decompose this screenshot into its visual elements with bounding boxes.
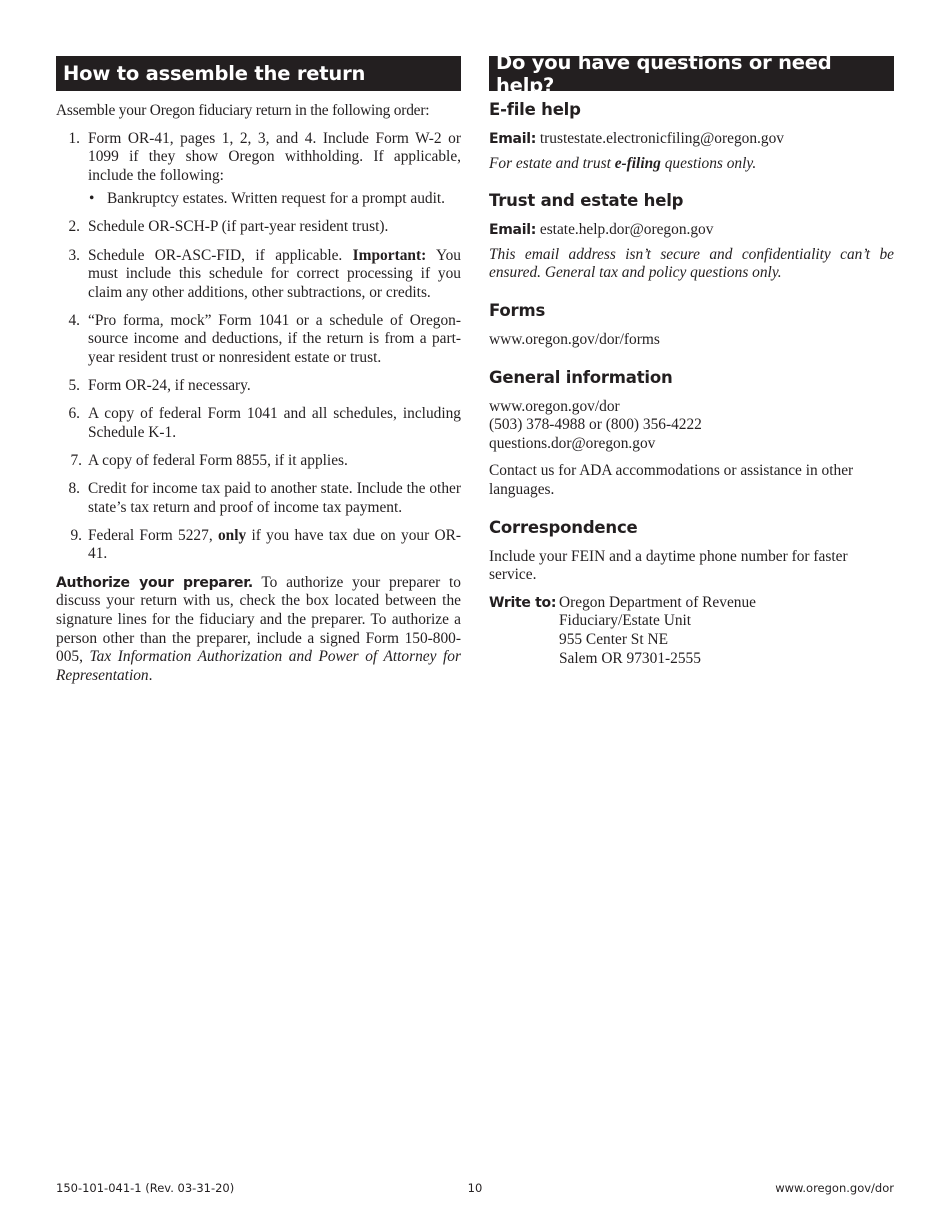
efile-title: E-file help [489,100,581,119]
footer-url[interactable]: www.oregon.gov/dor [775,1181,894,1195]
general-title: General information [489,367,673,387]
mailing-address [559,594,756,668]
list-item [56,312,461,368]
step-number: 9. [70,526,82,544]
list-item [56,405,461,442]
efile-note [489,155,894,174]
step-text: Form OR-24, if necessary. [88,377,251,395]
efile-section [489,100,894,173]
trust-email-line [489,221,894,240]
efile-email[interactable]: trustestate.electronicfiling@oregon.gov [539,130,784,147]
address-line: Fiduciary/Estate Unit [559,612,692,630]
step-number: 5. [68,377,80,395]
list-item [56,218,461,237]
ada-text: Contact us for ADA accommodations or assistance in other languages. [489,462,854,498]
email-label: Email: [489,222,536,239]
step-text: Credit for income tax paid to another state. Include the other state’s tax return and proof of income tax payment. [88,480,461,516]
left-column [56,56,461,685]
footer-form-id: 150-101-041-1 (Rev. 03-31-20) [56,1181,235,1195]
list-item [88,190,461,209]
step-text: Form OR-41, pages 1, 2, 3, and 4. Include Form W-2 or 1099 if they show Oregon withholding. If applicable, include the following: [88,129,461,184]
step-text-cont: if you have tax due on your OR-41. [88,526,462,563]
step-number: 2. [68,218,80,236]
important-label: Important: [352,246,427,264]
trust-note: This email address isn’t secure and confidentiality can’t be ensured. General tax and policy questions only. [489,245,894,282]
write-to-block [489,594,894,668]
address-line: 955 Center St NE [559,630,669,648]
trust-email[interactable]: estate.help.dor@oregon.gov [539,221,714,239]
correspondence-section [489,518,894,669]
list-item [56,130,461,209]
write-to-label-cell [489,594,559,668]
sub-item-text: Bankruptcy estates. Written request for a prompt audit. [107,190,446,208]
step-number: 3. [68,246,80,264]
list-item [56,247,461,303]
step-number: 6. [68,405,80,423]
step-text: “Pro forma, mock” Form 1041 or a schedule of Oregon-source income and deductions, if the return is from a part-year resident trust or nonresident estate or trust. [88,311,461,367]
step-text: Federal Form 5227, [88,526,213,544]
forms-title: Forms [489,300,546,320]
help-heading: Do you have questions or need help? [489,56,894,91]
trust-title: Trust and estate help [489,191,684,211]
step-sublist [88,190,461,209]
right-column [489,50,894,668]
authorize-end: . [148,666,153,684]
footer-page-number: 10 [467,1181,483,1195]
correspondence-title: Correspondence [489,517,638,537]
step-number: 4. [68,311,80,329]
step-number: 7. [70,451,82,469]
assemble-intro: Assemble your Oregon fiduciary return in the following order: [56,102,430,119]
step-number: 8. [68,480,80,497]
only-label: only [217,526,247,544]
efile-note-a: For estate and trust [489,154,611,172]
authorize-preparer-paragraph [56,574,461,686]
forms-url[interactable]: www.oregon.gov/dor/forms [489,330,660,348]
assemble-steps-list [56,130,461,564]
general-phone: (503) 378-4988 or (800) 356-4222 [489,416,702,434]
write-to-label: Write to: [489,594,557,611]
authorize-label: Authorize your preparer. [56,574,253,591]
list-item [56,452,461,471]
step-text: A copy of federal Form 1041 and all schedules, including Schedule K-1. [88,405,461,441]
general-url[interactable]: www.oregon.gov/dor [489,397,620,415]
efile-email-line [489,130,894,149]
correspondence-text: Include your FEIN and a daytime phone number for faster service. [489,547,848,584]
step-text-cont: You must include this schedule for correct processing if you claim any other additions, other subtractions, or credits. [88,246,461,301]
list-item [56,480,461,517]
bullet-icon: • [89,190,95,208]
general-email[interactable]: questions.dor@oregon.gov [489,434,656,452]
list-item [56,527,461,564]
list-item [56,377,461,396]
assemble-heading: How to assemble the return [56,56,461,91]
authorize-form-title: Tax Information Authorization and Power of Attorney for Representation [56,648,461,684]
forms-section [489,301,894,350]
step-text: Schedule OR-ASC-FID, if applicable. [88,246,343,264]
general-section [489,368,894,500]
address-line: Oregon Department of Revenue [559,593,757,611]
step-text: A copy of federal Form 8855, if it applies. [88,451,348,469]
authorize-text: To authorize your preparer to discuss your return with us, check the box located between the signature lines for the fiduciary and the preparer. To authorize a person other than the preparer, include a signed Form 150-800-005, [56,573,461,666]
efile-note-c: questions only. [664,154,757,172]
trust-section [489,191,894,283]
email-label: Email: [489,131,536,147]
step-number: 1. [68,129,80,147]
efile-note-bold: e-filing [614,154,661,172]
step-text: Schedule OR-SCH-P (if part-year resident trust). [88,218,389,236]
address-line: Salem OR 97301-2555 [559,649,701,667]
